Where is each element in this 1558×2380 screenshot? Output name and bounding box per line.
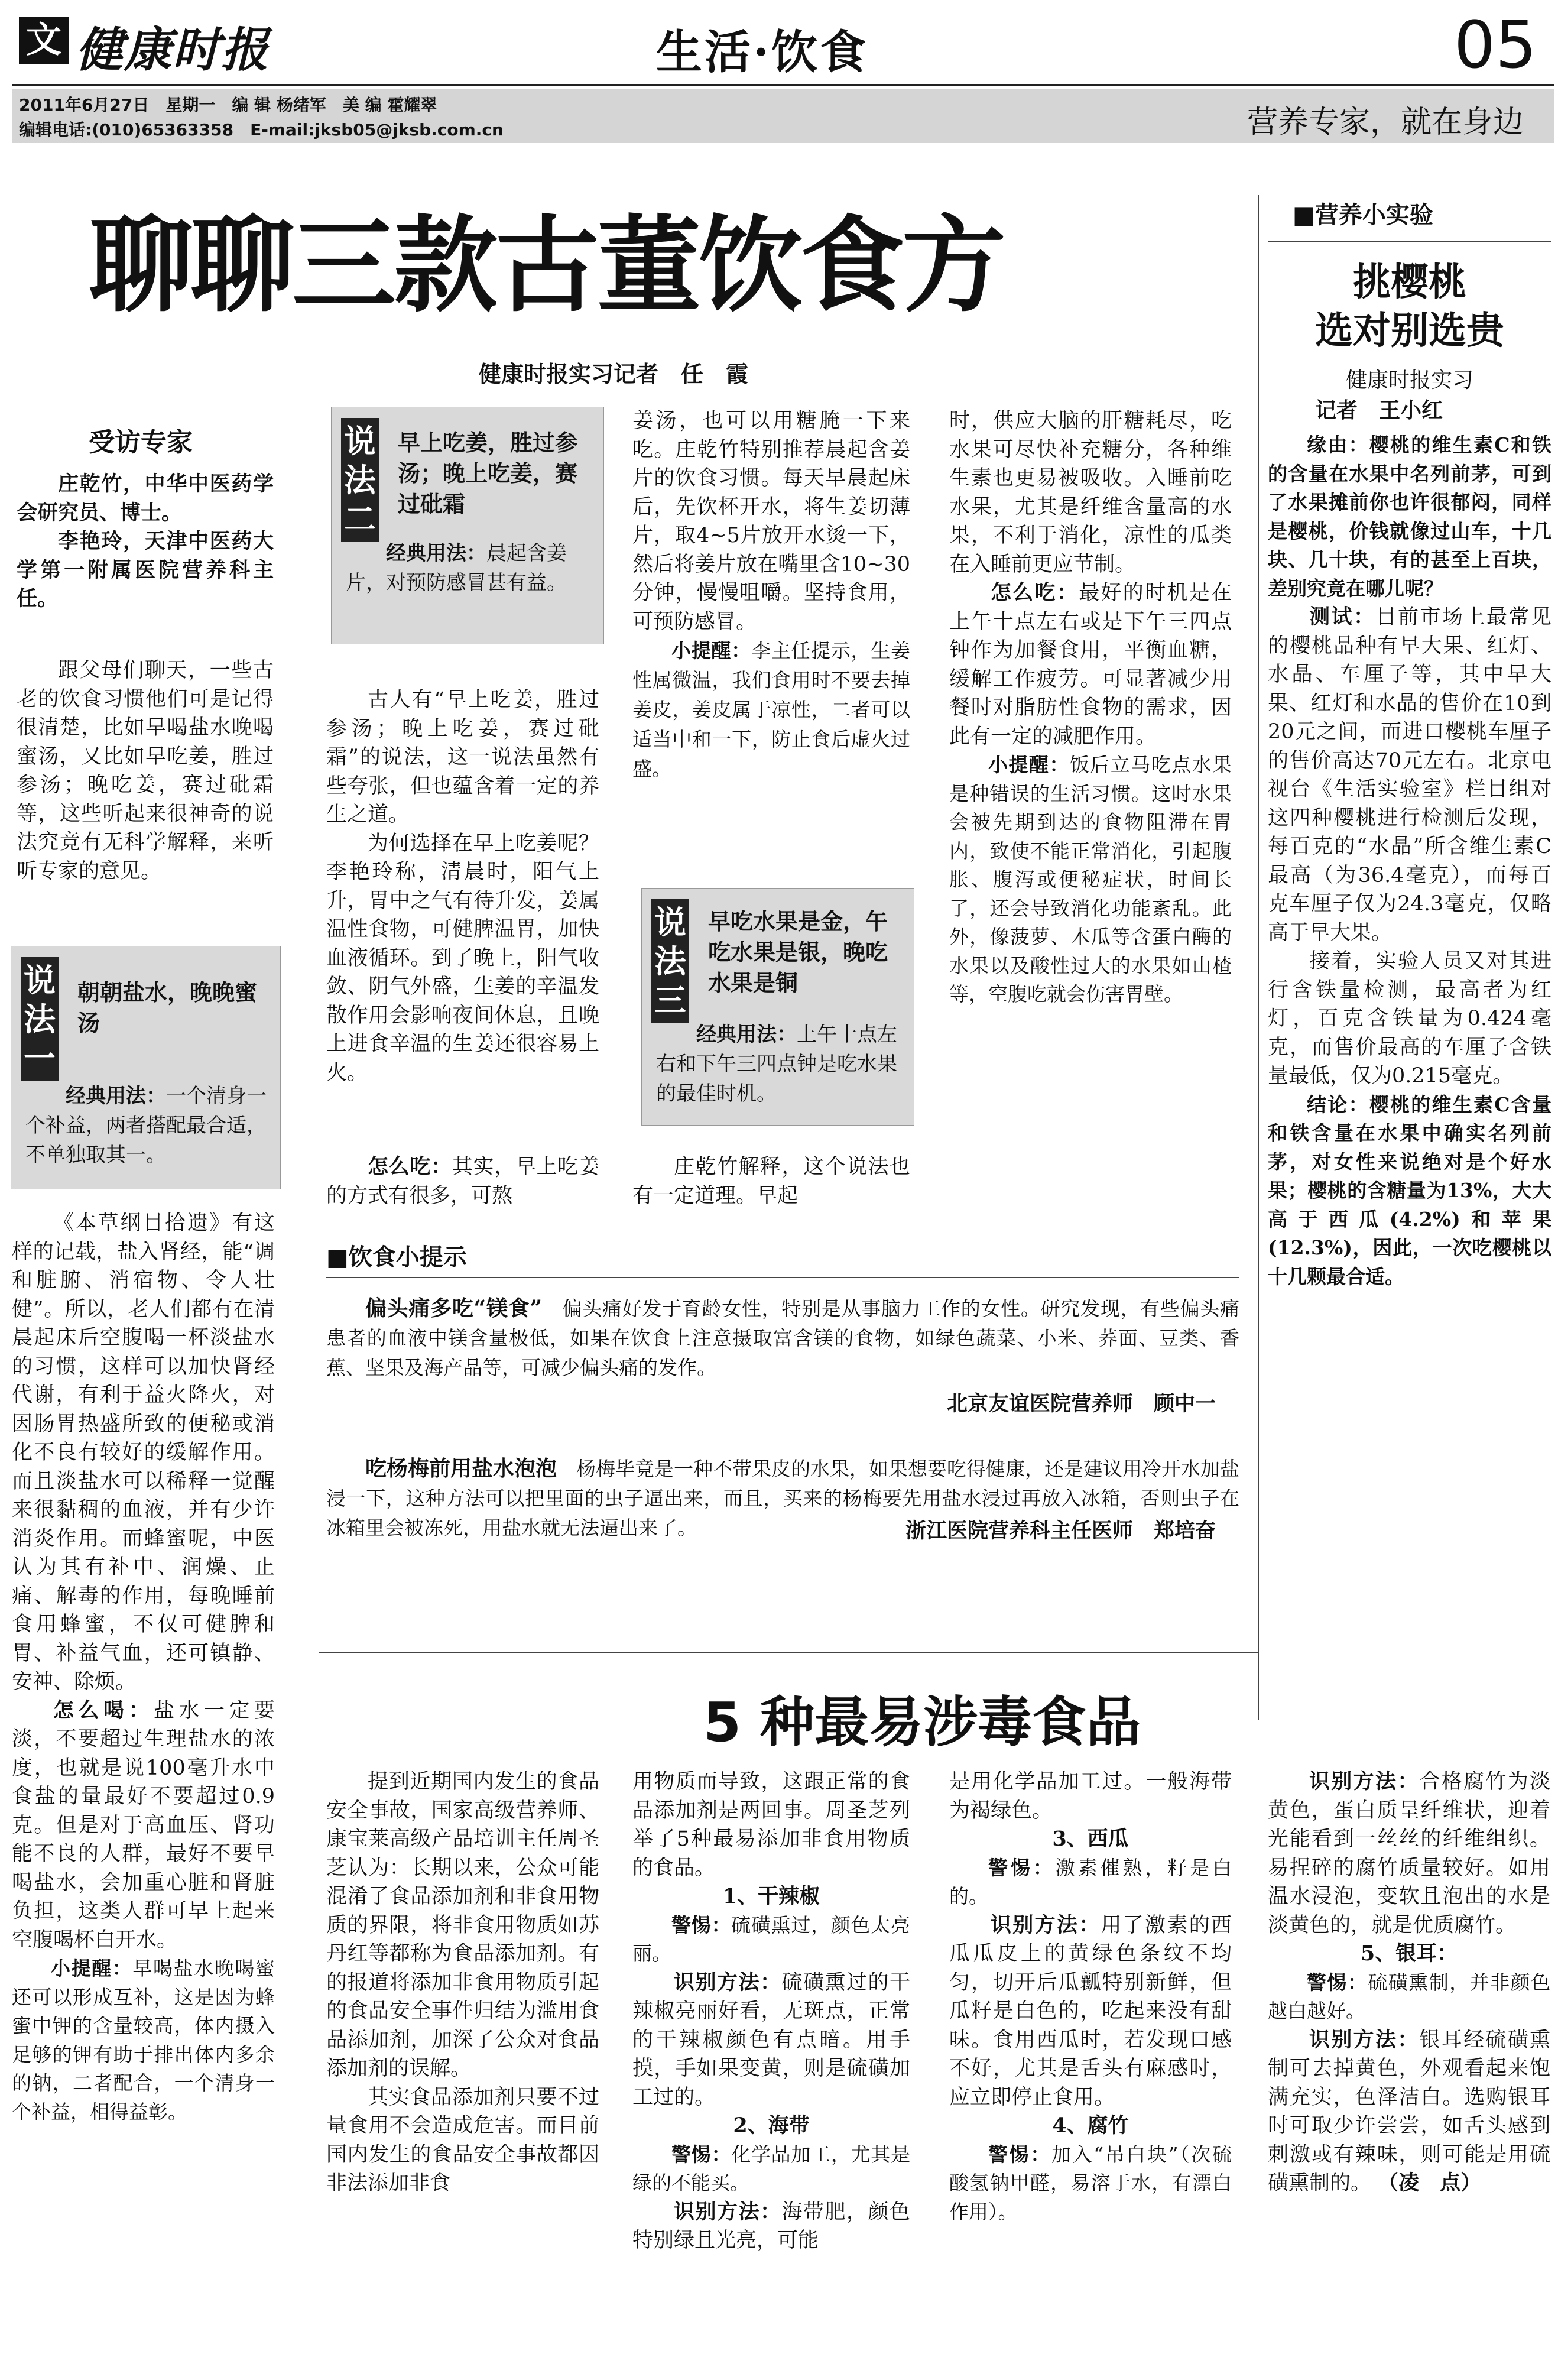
food-1-warning-text: 硫磺熏过，颜色太亮丽。 — [632, 1913, 911, 1965]
saying-3-how-label: 怎么吃： — [991, 581, 1079, 605]
food-1-warning-label: 警惕： — [671, 1913, 732, 1937]
sidebar-title — [1268, 258, 1551, 355]
saying-1-tip-text: 早喝盐水晚喝蜜还可以形成互补，这是因为蜂蜜中钾的含量较高，体内摄入足够的钾有助于排出体内多余的钠，二者配合，一个清身一个补益，相得益彰。 — [12, 1957, 275, 2123]
saying-2-title: 早上吃姜，胜过参汤；晚上吃姜，赛过砒霜 — [398, 429, 578, 517]
foods-author: （凌 点） — [1378, 2171, 1482, 2195]
saying-2-usage-text: 晨起含姜片，对预防感冒甚有益。 — [346, 542, 567, 595]
expert-1: 庄乾竹，中华中医药学会研究员、博士。 — [17, 472, 274, 525]
food-5-method — [1268, 2026, 1550, 2198]
foods-headline: 5 种最易涉毒食品 — [703, 1691, 1141, 1754]
saying-1-box — [11, 946, 281, 1189]
sidebar — [1268, 196, 1551, 1291]
saying-3-title: 早吃水果是金，午吃水果是银，晚吃水果是铜 — [708, 908, 888, 996]
saying-1-tip-label: 小提醒： — [51, 1957, 133, 1980]
sidebar-body — [1268, 431, 1551, 1291]
saying-3-body-start — [632, 1153, 910, 1210]
saying-1-how-text: 盐水一定要淡，不要超过生理盐水的浓度，也就是说100毫升水中食盐的量最好不要超过0.9克。但是对于高血压、肾功能不良的人群，最好不要早喝盐水，会加重心脏和肾脏负担，这类人群可早上起来空腹喝杯白开水。 — [12, 1698, 275, 1952]
food-5-warning — [1268, 1969, 1550, 2026]
section-divider — [319, 1652, 1258, 1653]
saying-1-tip — [12, 1954, 275, 2126]
main-byline: 健康时报实习记者 任 霞 — [479, 361, 749, 387]
food-4-name: 4、腐竹 — [1052, 2113, 1129, 2138]
diet-tip-2-title: 吃杨梅前用盐水泡泡 — [365, 1456, 557, 1481]
column-divider — [1258, 195, 1259, 1720]
saying-1-how — [12, 1697, 275, 1955]
saying-3-body — [949, 407, 1232, 1009]
newspaper-name: 健康时报 — [76, 22, 270, 77]
diet-tip-2-author: 浙江医院营养科主任医师 郑培奋 — [905, 1519, 1216, 1543]
food-2-name: 2、海带 — [733, 2113, 810, 2138]
saying-2-how-start: 其实，早上吃姜的方式有很多，可熬 — [326, 1155, 599, 1208]
food-1-method-label: 识别方法： — [674, 1970, 782, 1995]
food-2-warning-text: 化学品加工，尤其是绿的不能买。 — [632, 2142, 911, 2194]
main-headline: 聊聊三款古董饮食方 — [89, 205, 1004, 326]
sidebar-rule — [1268, 241, 1551, 242]
saying-3-how — [949, 579, 1232, 751]
experts-list — [17, 470, 274, 614]
diet-tips-rule — [326, 1277, 1239, 1278]
sidebar-byline-1: 健康时报实习 — [1345, 368, 1473, 393]
saying-3-tip-text: 饭后立马吃点水果是种错误的生活习惯。这时水果会被先期到达的食物阻滞在胃内，致使不能正常消化，引起腹胀、腹泻或便秘症状，时间长了，还会导致消化功能紊乱。此外，像菠萝、木瓜等含蛋白酶的水果以及酸性过大的水果如山楂等，空腹吃就会伤害胃壁。 — [949, 753, 1232, 1006]
food-2-method-label: 识别方法： — [674, 2199, 782, 2224]
newspaper-logo: 文 — [19, 17, 69, 64]
sidebar-conclusion-label: 结论： — [1307, 1092, 1369, 1116]
food-5-warning-label: 警惕： — [1307, 1970, 1368, 1994]
saying-2-body — [326, 686, 599, 1087]
saying-1-body — [12, 1209, 275, 2126]
food-4-method-label: 识别方法： — [1309, 1769, 1420, 1794]
intro-paragraph — [17, 656, 274, 886]
saying-1-tag: 说法一 — [21, 957, 59, 1081]
saying-3-body-first: 庄乾竹解释，这个说法也有一定道理。早起 — [632, 1155, 910, 1208]
foods-col-1 — [326, 1768, 599, 2198]
food-1-method — [632, 1969, 910, 2112]
saying-1-title: 朝朝盐水，晚晚蜜汤 — [77, 979, 258, 1036]
food-3-method-text: 用了激素的西瓜瓜皮上的黄绿色条纹不均匀，切开后瓜瓤特别新鲜，但瓜籽是白色的，吃起来没有甜味。食用西瓜时，若发现口感不好，尤其是舌头有麻感时，应立即停止食用。 — [949, 1913, 1232, 2109]
slogan: 营养专家，就在身边 — [1247, 105, 1524, 140]
food-1-name: 1、干辣椒 — [722, 1884, 820, 1908]
sidebar-title-line-1: 挑樱桃 — [1353, 261, 1466, 304]
saying-3-usage-label: 经典用法： — [696, 1023, 797, 1046]
diet-tip-1-text: 偏头痛好发于育龄女性，特别是从事脑力工作的女性。研究发现，有些偏头痛患者的血液中镁含量极低，如果在饮食上注意摄取富含镁的食物，如绿色蔬菜、小米、荞面、豆类、香蕉、坚果及海产品等，可减少偏头痛的发作。 — [326, 1297, 1240, 1379]
saying-2-body-text-2: 为何选择在早上吃姜呢？李艳玲称，清晨时，阳气上升，胃中之气有待升发，姜属温性食物，可健脾温胃，加快血液循环。到了晚上，阳气收敛、阴气外盛，生姜的辛温发散作用会影响夜间休息，且晚上进食辛温的生姜还很容易上火。 — [326, 831, 599, 1085]
food-2-method-end: 是用化学品加工过。一般海带为褐绿色。 — [949, 1770, 1232, 1823]
saying-3-body-text: 时，供应大脑的肝糖耗尽，吃水果可尽快补充糖分，各种维生素也更易被吸收。入睡前吃水果，尤其是纤维含量高的水果，不利于消化，凉性的瓜类在入睡前更应节制。 — [949, 409, 1232, 576]
food-3-warning-text: 激素催熟，籽是白的。 — [949, 1856, 1232, 1908]
masthead-rule — [12, 84, 1554, 86]
contact-line: 编辑电话:(010)65363358 E-mail:jksb05@jksb.com.cn — [19, 120, 504, 140]
saying-2-tip-text: 李主任提示，生姜性属微温，我们食用时不要去掉姜皮，姜皮属于凉性，二者可以适当中和一下，防止食后虚火过盛。 — [632, 639, 911, 780]
experts-heading: 受访专家 — [89, 427, 193, 458]
food-1-warning — [632, 1911, 910, 1969]
food-5-method-text: 银耳经硫磺熏制可去掉黄色，外观看起来饱满充实，色泽洁白。选购银耳时可取少许尝尝，如舌头感到刺激或有辣味，则可能是用硫磺熏制的。 — [1268, 2028, 1550, 2195]
saying-3-tip-label: 小提醒： — [988, 753, 1070, 776]
sidebar-heading: ■营养小实验 — [1293, 202, 1433, 229]
food-4-warning-text: 加入“吊白块”（次硫酸氢钠甲醛，易溶于水，有漂白作用）。 — [949, 2142, 1232, 2223]
saying-2-box — [331, 407, 604, 644]
food-5-method-label: 识别方法： — [1309, 2027, 1420, 2052]
saying-1-body-text: 《本草纲目拾遗》有这样的记载，盐入肾经，能“调和脏腑、消宿物、令人壮健”。所以，老人们都有在清晨起床后空腹喝一杯淡盐水的习惯，这样可以加快肾经代谢，有利于益火降火，对因肠胃热盛所致的便秘或消化不良有较好的缓解作用。而且淡盐水可以稀释一觉醒来很黏稠的血液，并有少许消炎作用。而蜂蜜呢，中医认为其有补中、润燥、止痛、解毒的作用，每晚睡前食用蜂蜜，不仅可健脾和胃、补益气血，还可镇静、安神、除烦。 — [12, 1211, 275, 1694]
food-4-method — [1268, 1768, 1550, 1940]
saying-2-body-text: 古人有“早上吃姜，胜过参汤；晚上吃姜，赛过砒霜”的说法，这一说法虽然有些夸张，但也蕴含着一定的养生之道。 — [326, 688, 599, 826]
food-3-warning-label: 警惕： — [988, 1856, 1056, 1879]
foods-intro: 提到近期国内发生的食品安全事故，国家高级营养师、康宝莱高级产品培训主任周圣芝认为：长期以来，公众可能混淆了食品添加剂和非食用物质的界限，将非食用物质如苏丹红等都称为食品添加剂。有的报道将添加非食用物质引起的食品安全事件归结为滥用食品添加剂，加深了公众对食品添加剂的误解。 — [326, 1770, 599, 2080]
food-5-name: 5、银耳： — [1360, 1941, 1458, 1966]
food-4-warning-label: 警惕： — [988, 2142, 1051, 2166]
sidebar-reason-text: 樱桃的维生素C和铁的含量在水果中名列前茅，可到了水果摊前你也许很郁闷，同样是樱桃，价钱就像过山车，十几块、几十块，有的甚至上百块，差别究竟在哪儿呢？ — [1268, 433, 1552, 600]
foods-col-4 — [1268, 1768, 1550, 2198]
foods-intro-2-end: 用物质而导致，这跟正常的食品添加剂是两回事。周圣芝列举了5种最易添加非食用物质的食品。 — [632, 1770, 910, 1880]
diet-tip-2-text: 杨梅毕竟是一种不带果皮的水果，如果想要吃得健康，还是建议用冷开水加盐浸一下，这种方法可以把里面的虫子逼出来，而且，买来的杨梅要先用盐水浸过再放入冰箱，否则虫子在冰箱里会被冻死，用盐水就无法逼出来了。 — [326, 1457, 1240, 1539]
saying-2-tip — [632, 636, 910, 784]
diet-tips-heading: ■饮食小提示 — [326, 1244, 467, 1271]
saying-1-usage-label: 经典用法： — [66, 1084, 166, 1108]
food-3-method — [949, 1911, 1232, 2112]
saying-3-box — [641, 888, 914, 1126]
foods-col-3 — [949, 1768, 1232, 2226]
diet-tip-1 — [326, 1293, 1239, 1383]
diet-tip-1-author: 北京友谊医院营养师 顾中一 — [946, 1392, 1216, 1416]
date-line: 2011年6月27日 星期一 编 辑 杨绪军 美 编 霍耀翠 — [19, 95, 437, 115]
food-5-warning-text: 硫磺熏制，并非颜色越白越好。 — [1268, 1970, 1551, 2022]
saying-3-tag: 说法三 — [651, 899, 689, 1023]
diet-tips-section — [326, 1238, 1239, 1544]
sidebar-title-line-2: 选对别选贵 — [1315, 309, 1504, 353]
intro-text: 跟父母们聊天，一些古老的饮食习惯他们可是记得很清楚，比如早喝盐水晚喝蜜汤，又比如早吃姜，胜过参汤；晚吃姜，赛过砒霜等，这些听起来很神奇的说法究竟有无科学解释，来听听专家的意见。 — [17, 659, 274, 883]
saying-3-usage — [656, 1020, 898, 1108]
saying-1-usage — [25, 1081, 268, 1170]
sidebar-test-text: 目前市场上最常见的樱桃品种有早大果、红灯、水晶、车厘子等，其中早大果、红灯和水晶的售价在10到20元之间，而进口樱桃车厘子的售价高达70元左右。北京电视台《生活实验室》栏目组对这四种樱桃进行检测后发现，每百克的“水晶”所含维生素C最高（为36.4毫克），而每百克车厘子仅为24.3毫克，仅略高于早大果。 — [1268, 605, 1551, 945]
info-bar — [12, 89, 1554, 143]
saying-2-how-continued: 姜汤，也可以用糖腌一下来吃。庄乾竹特别推荐晨起含姜片的饮食习惯。每天早晨起床后，先饮杯开水，将生姜切薄片，取4~5片放开水烫一下，然后将姜片放在嘴里含10~30分钟，慢慢咀嚼。坚持食用，可预防感冒。 — [632, 409, 910, 634]
sidebar-conclusion-text: 樱桃的维生素C含量和铁含量在水果中确实名列前茅，对女性来说绝对是个好水果；樱桃的含糖量为13%，大大高于西瓜(4.2%)和苹果(12.3%)，因此，一次吃樱桃以十几颗最合适。 — [1268, 1092, 1552, 1288]
saying-3-tip — [949, 751, 1232, 1009]
saying-2-how-para — [326, 1153, 599, 1210]
food-4-method-text: 合格腐竹为淡黄色，蛋白质呈纤维状，迎着光能看到一丝丝的纤维组织。易捏碎的腐竹质量较好。如用温水浸泡，变软且泡出的水是淡黄色的，就是优质腐竹。 — [1268, 1770, 1550, 1937]
sidebar-test-2: 接着，实验人员又对其进行含铁量检测，最高者为红灯，百克含铁量为0.424毫克，而售价最高的车厘子含铁量最低，仅为0.215毫克。 — [1268, 949, 1551, 1088]
sidebar-test — [1268, 603, 1551, 947]
saying-1-how-label: 怎么喝： — [53, 1698, 154, 1723]
sidebar-reason-label: 缘由： — [1307, 433, 1369, 456]
food-2-warning — [632, 2141, 910, 2198]
food-1-method-text: 硫磺熏过的干辣椒亮丽好看，无斑点，正常的干辣椒颜色有点暗。用手摸，手如果变黄，则是硫磺加工过的。 — [632, 1970, 910, 2109]
sidebar-reason — [1268, 431, 1551, 603]
page-number: 05 — [1454, 7, 1537, 83]
saying-2-tip-label: 小提醒： — [671, 639, 751, 662]
saying-3-how-text: 最好的时机是在上午十点左右或是下午三四点钟作为加餐食用，平衡血糖，缓解工作疲劳。可显著减少用餐时对脂肪性食物的需求，因此有一定的减肥作用。 — [949, 581, 1232, 748]
saying-1-usage-text: 一个清身一个补益，两者搭配最合适，不单独取其一。 — [25, 1084, 267, 1167]
sidebar-conclusion — [1268, 1091, 1551, 1292]
saying-2-usage-label: 经典用法： — [386, 542, 486, 565]
saying-2-usage — [346, 539, 588, 598]
food-3-name: 3、西瓜 — [1052, 1827, 1129, 1851]
food-2-warning-label: 警惕： — [671, 2142, 732, 2166]
section-title: 生活·饮食 — [656, 25, 869, 79]
sidebar-byline-2: 记者 王小红 — [1315, 398, 1443, 423]
saying-2-how — [326, 1153, 599, 1212]
food-4-warning — [949, 2141, 1232, 2227]
foods-intro-2-start: 其实食品添加剂只要不过量食用不会造成危害。而目前国内发生的食品安全事故都因非法添加非食 — [326, 2085, 599, 2195]
diet-tip-1-title: 偏头痛多吃“镁食” — [365, 1296, 543, 1321]
masthead — [12, 7, 1549, 87]
foods-col-2 — [632, 1768, 910, 2255]
sidebar-test-label: 测试： — [1309, 605, 1376, 629]
food-3-method-label: 识别方法： — [991, 1912, 1101, 1937]
saying-3-usage-text: 上午十点左右和下午三四点钟是吃水果的最佳时机。 — [656, 1023, 897, 1105]
food-2-method-start: 识别方法：海带肥，颜色特别绿且光亮，可能 — [632, 2199, 910, 2252]
food-3-warning — [949, 1854, 1232, 1911]
saying-2-tag: 说法二 — [341, 418, 379, 542]
saying-2-how-label: 怎么吃： — [368, 1155, 452, 1179]
expert-2: 李艳玲，天津中医药大学第一附属医院营养科主任。 — [17, 529, 274, 611]
saying-2-how-cont — [632, 407, 910, 784]
